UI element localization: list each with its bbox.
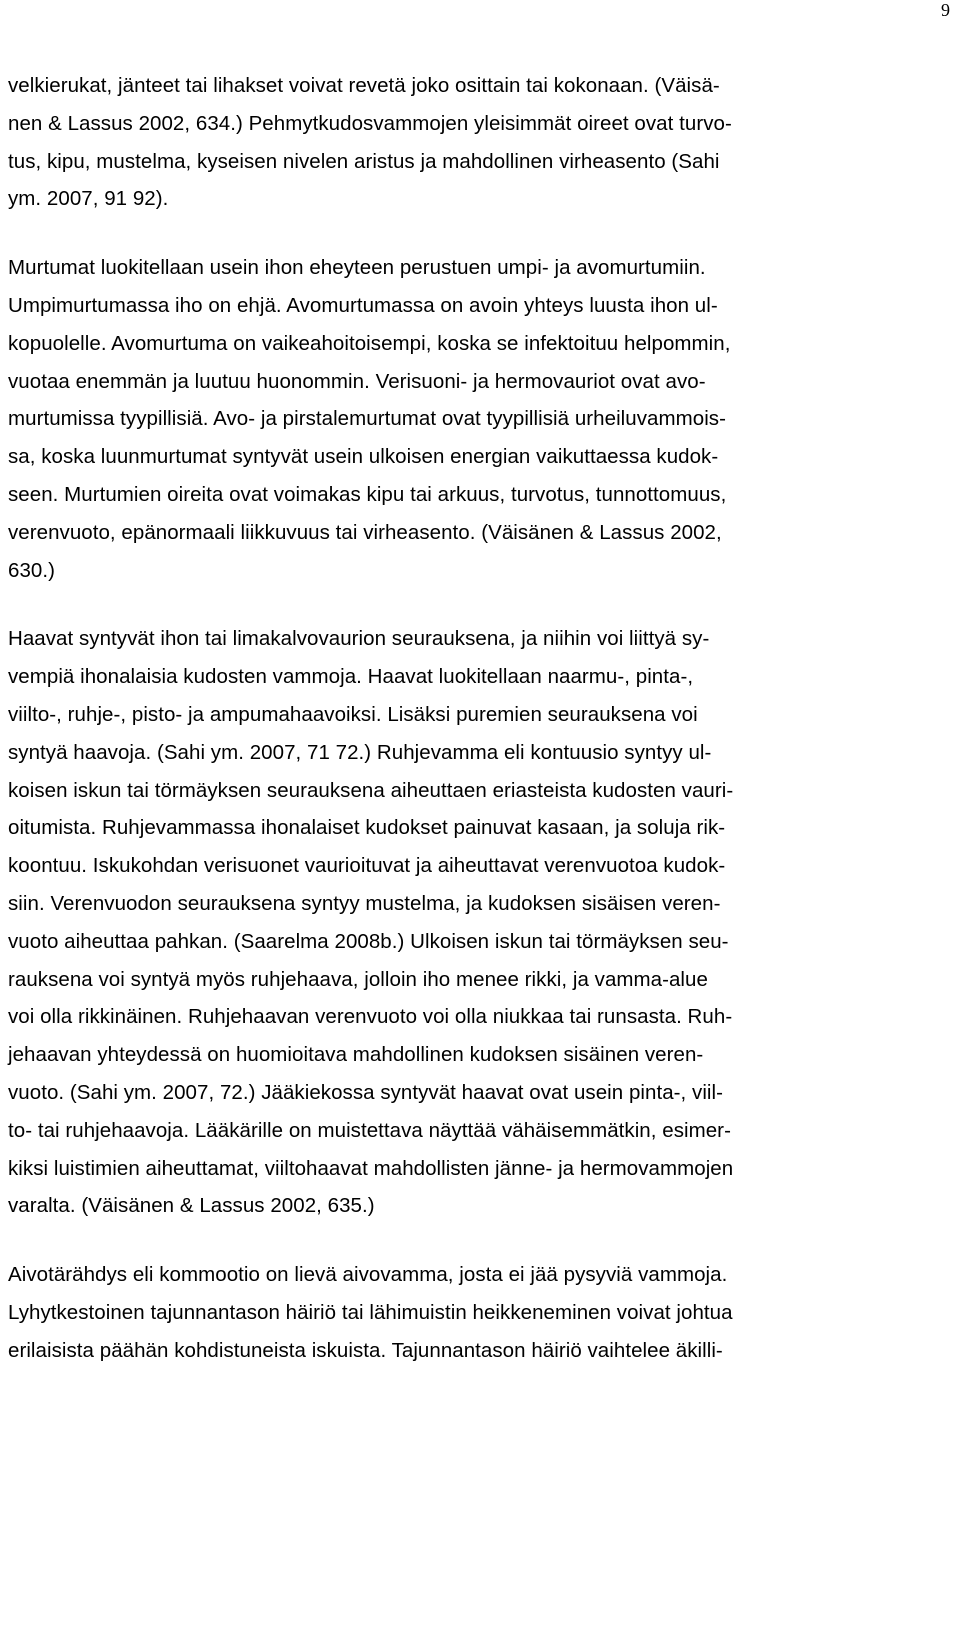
paragraph-fractures: Murtumat luokitellaan usein ihon eheyteen perustuen umpi- ja avomurtumiin. Umpimurtumassa iho on ehjä. Avomurtumassa on avoin yhteys luusta ihon ul- kopuolelle. Avomurtuma on vaikeahoitoisempi, koska se infektoituu helpommin, vuotaa enemmän ja luutuu huonommin. Verisuoni- ja hermovauriot ovat avo- murtumissa tyypillisiä. Avo- ja pirstalemurtumat ovat tyypillisiä urheiluvammois- sa, koska luunmurtumat syntyvät usein ulkoisen energian vaikuttaessa kudok- seen. Murtumien oireita ovat voimakas kipu tai arkuus, turvotus, tunnottomuus, verenvuoto, epänormaali liikkuvuus tai virheasento. (Väisänen & Lassus 2002, 630.) (8, 256, 731, 582)
page-number: 9 (941, 0, 950, 20)
paragraph-wounds: Haavat syntyvät ihon tai limakalvovaurion seurauksena, ja niihin voi liittyä sy- vempiä ihonalaisia kudosten vammoja. Haavat luokitellaan naarmu-, pinta-, viilto-, ruhje-, pisto- ja ampumahaavoiksi. Lisäksi puremien seurauksena voi syntyä haavoja. (Sahi ym. 2007, 71 72.) Ruhjevamma eli kontuusio syntyy ul- koisen iskun tai törmäyksen seurauksena aiheuttaen eriasteista kudosten vauri- oitumista. Ruhjevammassa ihonalaiset kudokset painuvat kasaan, ja soluja rik- koontuu. Iskukohdan verisuonet vaurioituvat ja aiheuttavat verenvuotoa kudok- siin. Verenvuodon seurauksena syntyy mustelma, ja kudoksen sisäisen veren- vuoto aiheuttaa pahkan. (Saarelma 2008b.) Ulkoisen iskun tai törmäyksen seu- rauksena voi syntyä myös ruhjehaava, jolloin iho menee rikki, ja vamma-alue voi olla rikkinäinen. Ruhjehaavan verenvuoto voi olla niukkaa tai runsasta. Ruh- jehaavan yhteydessä on huomioitava mahdollinen kudoksen sisäinen veren- vuoto. (Sahi ym. 2007, 72.) Jääkiekossa syntyvät haavat ovat usein pinta-, viil- to- tai ruhjehaavoja. Lääkärille on muistettava näyttää vähäisemmätkin, esimer- kiksi luistimien aiheuttamat, viiltohaavat mahdollisten jänne- ja hermovammojen varalta. (Väisänen & Lassus 2002, 635.) (8, 627, 734, 1218)
document-body (8, 67, 950, 1370)
paragraph-concussion: Aivotärähdys eli kommootio on lievä aivovamma, josta ei jää pysyviä vammoja. Lyhytkestoinen tajunnantason häiriö tai lähimuistin heikkeneminen voivat johtua erilaisista päähän kohdistuneista iskuista. Tajunnantason häiriö vaihtelee äkilli- (8, 1263, 733, 1362)
paragraph-soft-tissue-injuries: velkierukat, jänteet tai lihakset voivat revetä joko osittain tai kokonaan. (Väisä- nen & Lassus 2002, 634.) Pehmytkudosvammojen yleisimmät oireet ovat turvo- tus, kipu, mustelma, kyseisen nivelen aristus ja mahdollinen virheasento (Sahi ym. 2007, 91 92). (8, 74, 732, 211)
